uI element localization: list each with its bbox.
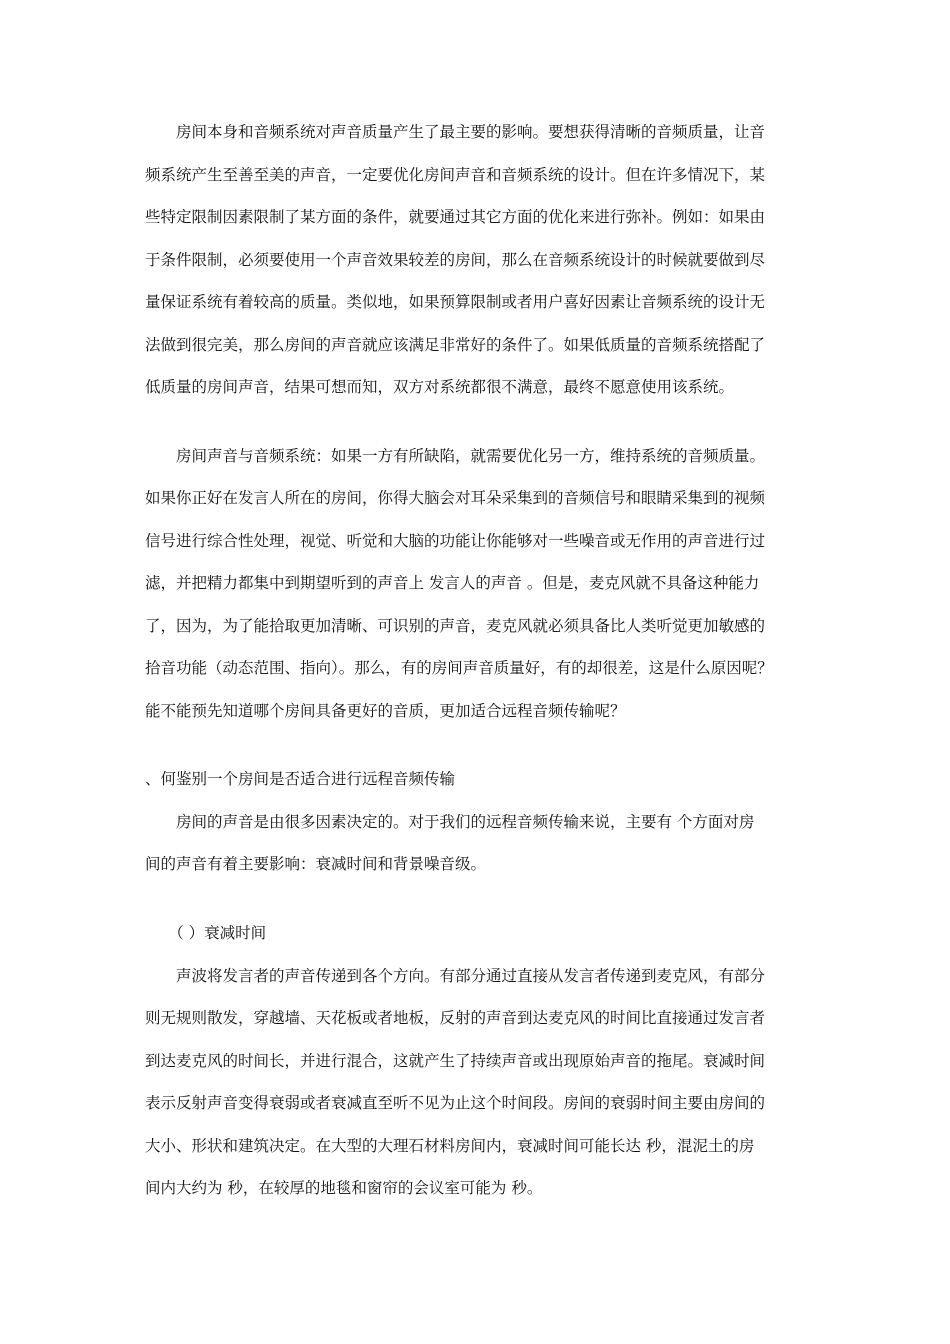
text-line: 量保证系统有着较高的质量。类似地，如果预算限制或者用户喜好因素让音频系统的设计无 <box>145 293 766 311</box>
section-heading: 、何鉴别一个房间是否适合进行远程音频传输 <box>145 770 456 788</box>
text-line: 了，因为，为了能拾取更加清晰、可识别的声音，麦克风就必须具备比人类听觉更加敏感的 <box>145 617 766 635</box>
text-line: 信号进行综合性处理，视觉、听觉和大脑的功能让你能够对一些噪音或无作用的声音进行过 <box>145 532 766 550</box>
text-line: 到达麦克风的时间长，并进行混合，这就产生了持续声音或出现原始声音的拖尾。衰减时间 <box>145 1052 766 1070</box>
text-line: 声波将发言者的声音传递到各个方向。有部分通过直接从发言者传递到麦克风，有部分 <box>145 967 766 985</box>
text-line: 低质量的房间声音，结果可想而知，双方对系统都很不满意，最终不愿意使用该系统。 <box>145 378 735 396</box>
text-line: 房间本身和音频系统对声音质量产生了最主要的影响。要想获得清晰的音频质量，让音 <box>145 123 766 141</box>
text-line: 则无规则散发，穿越墙、天花板或者地板，反射的声音到达麦克风的时间比直接通过发言者 <box>145 1009 766 1027</box>
text-line: 些特定限制因素限制了某方面的条件，就要通过其它方面的优化来进行弥补。例如：如果由 <box>145 208 766 226</box>
text-line: 滤，并把精力都集中到期望听到的声音上 发言人的声音 。但是，麦克风就不具备这种能力 <box>145 574 760 592</box>
text-line: 法做到很完美，那么房间的声音就应该满足非常好的条件了。如果低质量的音频系统搭配了 <box>145 336 766 354</box>
text-line: 大小、形状和建筑决定。在大型的大理石材料房间内，衰减时间可能长达 秒，混泥土的房 <box>145 1137 755 1155</box>
text-line: 房间的声音是由很多因素决定的。对于我们的远程音频传输来说，主要有 个方面对房 <box>145 813 755 831</box>
text-line: 于条件限制，必须要使用一个声音效果较差的房间，那么在音频系统设计的时候就要做到尽 <box>145 251 766 269</box>
text-line: 间内大约为 秒，在较厚的地毯和窗帘的会议室可能为 秒。 <box>145 1179 543 1197</box>
text-line: 能不能预先知道哪个房间具备更好的音质，更加适合远程音频传输呢？ <box>145 702 626 720</box>
text-line: 频系统产生至善至美的声音，一定要优化房间声音和音频系统的设计。但在许多情况下，某 <box>145 166 766 184</box>
text-line: 房间声音与音频系统：如果一方有所缺陷，就需要优化另一方，维持系统的音频质量。 <box>145 447 766 465</box>
subsection-heading: （ ）衰减时间 <box>145 924 267 942</box>
text-line: 拾音功能（动态范围、指向）。那么，有的房间声音质量好，有的却很差，这是什么原因呢？ <box>145 659 773 677</box>
text-line: 间的声音有着主要影响：衰减时间和背景噪音级。 <box>145 855 487 873</box>
text-line: 表示反射声音变得衰弱或者衰减直至听不见为止这个时间段。房间的衰弱时间主要由房间的 <box>145 1094 766 1112</box>
text-line: 如果你正好在发言人所在的房间，你得大脑会对耳朵采集到的音频信号和眼睛采集到的视频 <box>145 489 766 507</box>
